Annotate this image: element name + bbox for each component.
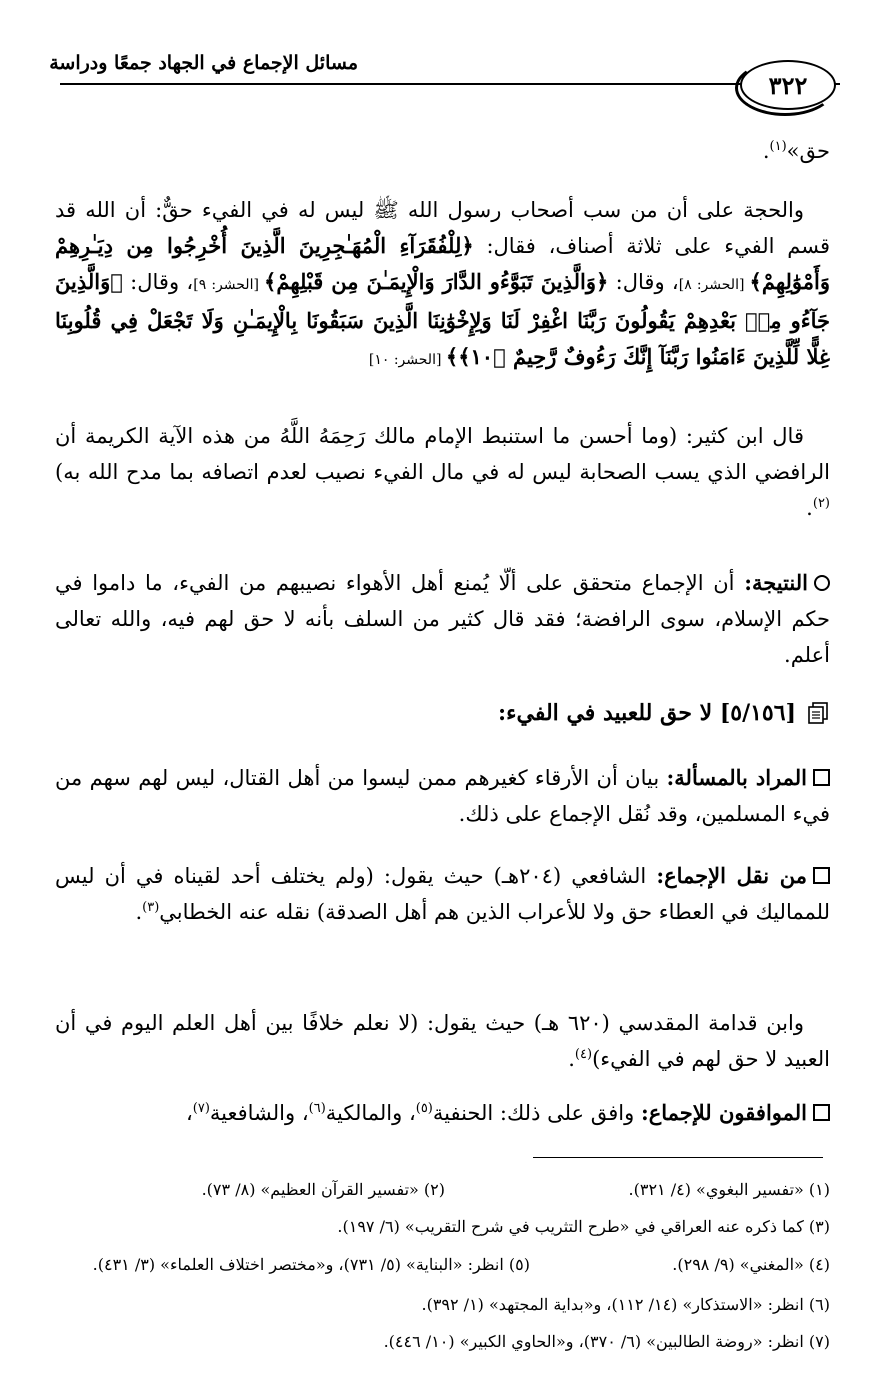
quote-text: قال ابن كثير: (وما أحسن ما استنبط الإمام مالك رَحِمَهُ اللَّهُ من هذه الآية الكريمة أن الرافضي الذي يسب الصحابة ليس له في مال الفيء نصيب لعدم اتصافه بما مدح الله به): [55, 424, 830, 484]
footnote-1: (١) «تفسير البغوي» (٤/ ٣٢١).: [628, 1180, 830, 1199]
transmitters-text: الشافعي (٢٠٤هـ) حيث يقول: (ولم يختلف أحد لقيناه في أن ليس للمماليك في العطاء حق ولا للأعراب الذين هم أهل الصدقة) نقله عنه الخطابي: [55, 864, 830, 924]
meaning-label: المراد بالمسألة:: [666, 765, 808, 790]
agreeing-text: وافق على ذلك: الحنفية: [432, 1101, 641, 1125]
footnote-ref: (٥): [415, 1101, 433, 1116]
quran-verse-10: ﴿وَالَّذِينَ جَآءُو مِنۢ بَعْدِهِمْ يَقُولُونَ رَبَّنَا اغْفِرْ لَنَا وَلِإِخْوَٰنِنَا الَّذِينَ سَبَقُونَا بِالْإِيمَـٰنِ وَلَا تَجْعَلْ فِي قُلُوبِنَا غِلًّا لِّلَّذِينَ ءَامَنُوا رَبَّنَآ إِنَّكَ رَءُوفٌ رَّحِيمٌ ﴿١٠﴾﴾: [55, 269, 830, 369]
sentence-end: .: [135, 900, 143, 924]
quran-verse-8: ﴿لِلْفُقَرَآءِ الْمُهَـٰجِرِينَ الَّذِينَ أُخْرِجُوا مِن دِيَـٰرِهِمْ وَأَمْوَٰلِهِمْ﴾: [55, 233, 830, 294]
footnote-row: [55, 1255, 830, 1275]
paragraph-result: [55, 565, 830, 673]
paragraph-meaning: [55, 760, 830, 832]
footnote-ref: (٣): [142, 900, 160, 915]
paragraph-ibn-qudama: [55, 1005, 830, 1077]
paragraph-agreeing: [55, 1095, 830, 1131]
sentence-end: .: [568, 1047, 575, 1071]
footnote-4: (٤) «المغني» (٩/ ٢٩٨).: [672, 1255, 830, 1274]
footnote-5: (٥) انظر: «البناية» (٥/ ٧٣١)، و«مختصر اختلاف العلماء» (٣/ ٤٣١).: [92, 1255, 530, 1274]
footnote-3: (٣) كما ذكره عنه العراقي في «طرح التثريب في شرح التقريب» (٦/ ١٩٧).: [337, 1217, 830, 1236]
evidence-text: ، وقال:: [122, 270, 194, 294]
footnote-7: (٧) انظر: «روضة الطالبين» (٦/ ٣٧٠)، و«الحاوي الكبير» (١٠/ ٤٤٦).: [383, 1332, 830, 1351]
circle-bullet-icon: [814, 575, 830, 591]
agreeing-text: ، والشافعية: [209, 1101, 309, 1125]
result-label: النتيجة:: [744, 570, 808, 595]
agreeing-label: الموافقون للإجماع:: [640, 1100, 807, 1125]
continued-fragment: حق»: [786, 139, 830, 163]
square-bullet-icon: [813, 867, 830, 884]
paragraph-evidence: [55, 192, 830, 378]
section-heading-text: [٥/١٥٦] لا حق للعبيد في الفيء:: [498, 700, 796, 726]
header-rule: [60, 83, 840, 85]
agreeing-text: ، والمالكية: [325, 1101, 416, 1125]
sentence-end: .: [806, 496, 813, 520]
continued-text: [55, 133, 830, 169]
evidence-text: ، وقال:: [608, 270, 679, 294]
page-number-badge: [740, 60, 836, 110]
quote-text: وابن قدامة المقدسي (٦٢٠ هـ) حيث يقول: (لا نعلم خلافًا بين أهل العلم اليوم في أن العبيد لا حق لهم في الفيء): [55, 1011, 830, 1071]
documents-icon: [806, 702, 830, 724]
footnote-row: [55, 1180, 830, 1200]
sentence-end: .: [762, 139, 770, 163]
agreeing-text: ،: [185, 1101, 193, 1125]
verse-reference: [الحشر: ١٠]: [368, 352, 446, 368]
evidence-text: والحجة على أن من سب أصحاب رسول الله ﷺ ليس له في الفيء حقٌّ: أن الله قد قسم الفيء على ثلاثة أصناف، فقال:: [55, 198, 831, 258]
paragraph-ibn-kathir: [55, 418, 830, 526]
transmitters-label: من نقل الإجماع:: [656, 863, 807, 888]
running-header-title: مسائل الإجماع في الجهاد جمعًا ودراسة: [49, 52, 358, 74]
section-heading: [55, 700, 830, 726]
verse-reference: [الحشر: ٨]: [678, 277, 750, 293]
footnote-ref: (١): [769, 139, 787, 154]
square-bullet-icon: [813, 769, 830, 786]
footnote-ref: (٢): [812, 496, 830, 511]
meaning-text: بيان أن الأرقاء كغيرهم ممن ليسوا من أهل القتال، ليس لهم سهم من فيء المسلمين، وقد نُقل الإجماع على ذلك.: [55, 766, 830, 826]
paragraph-transmitters: [55, 858, 830, 930]
footnote-ref: (٤): [574, 1047, 593, 1062]
verse-reference: [الحشر: ٩]: [193, 277, 265, 293]
footnote-separator: [533, 1157, 823, 1158]
result-text: أن الإجماع متحقق على ألّا يُمنع أهل الأهواء نصيبهم من الفيء، ما داموا في حكم الإسلام، سوى الرافضة؛ فقد قال كثير من السلف بأنه لا حق لهم فيه، والله تعالى أعلم.: [55, 571, 830, 667]
footnote-ref: (٦): [308, 1101, 326, 1116]
page-number: ٣٢٢: [768, 70, 808, 100]
footnote-6: (٦) انظر: «الاستذكار» (١٤/ ١١٢)، و«بداية المجتهد» (١/ ٣٩٢).: [421, 1295, 830, 1314]
square-bullet-icon: [813, 1104, 830, 1121]
footnote-ref: (٧): [192, 1101, 210, 1116]
quran-verse-9: ﴿وَالَّذِينَ تَبَوَّءُو الدَّارَ وَالْإِيمَـٰنَ مِن قَبْلِهِمْ﴾: [264, 269, 609, 294]
footnote-2: (٢) «تفسير القرآن العظيم» (٨/ ٧٣).: [201, 1180, 445, 1199]
